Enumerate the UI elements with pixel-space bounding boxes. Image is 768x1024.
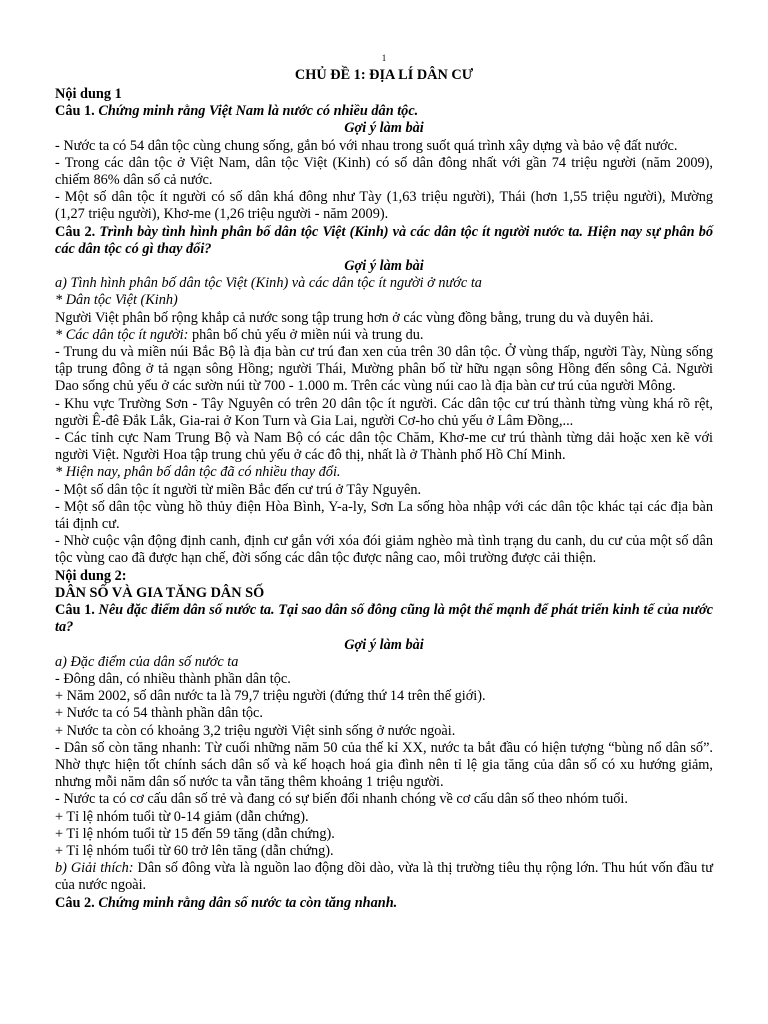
s2-para-6: - Nước ta có cơ cấu dân số trẻ và đang có sự biến đổi nhanh chóng về cơ cấu dân số theo nhóm tuổi. [55,791,628,808]
s2-para-3: + Nước ta có 54 thành phần dân tộc. [55,705,263,722]
s1-q2-para-6: - Nhờ cuộc vận động định canh, định cư gắn với xóa đói giảm nghèo mà tình trạng du canh, du cư của một số dân tộc vùng cao đã được hạn chế, đời sống các dân tộc được nâng cao, môi trường được cải thiện. [55,533,713,567]
s2-para-1: - Đông dân, có nhiều thành phần dân tộc. [55,670,291,687]
s1-q2-kinh-text: Người Việt phân bố rộng khắp cả nước song tập trung hơn ở các vùng đồng bằng, trung du và duyên hải. [55,309,654,326]
section1-heading: Nội dung 1 [55,86,122,102]
s2-para-8: + Tỉ lệ nhóm tuổi từ 15 đến 59 tăng (dẫn chứng). [55,825,335,842]
s1-question-1 [55,103,713,120]
s1-q2-label: Câu 2. [55,223,96,240]
s2-b-text: Dân số đông vừa là nguồn lao động dồi dào, vừa là thị trường tiêu thụ rộng lớn. Thu hút vốn đầu tư của nước ngoài. [55,860,713,894]
s1-q2-para-5: - Một số dân tộc vùng hồ thủy điện Hòa Bình, Y-a-ly, Sơn La sống hòa nhập với các dân tộc khác tại các địa bàn tái định cư. [55,498,713,533]
s2-part-a: a) Đặc điểm của dân số nước ta [55,653,239,670]
s2-q2-text: Chứng minh rằng dân số nước ta còn tăng nhanh. [98,894,398,911]
section2-subtitle: DÂN SỐ VÀ GIA TĂNG DÂN SỐ [55,584,265,601]
s1-q1-para-2: - Trong các dân tộc ở Việt Nam, dân tộc Việt (Kinh) có số dân đông nhất với gần 74 triệu người (năm 2009), chiếm 86% dân số cả nước. [55,154,713,189]
s2-para-7: + Tỉ lệ nhóm tuổi từ 0-14 giảm (dẫn chứng). [55,808,309,825]
s1-q2-minor [55,327,713,344]
s1-q2-minor-text: phân bố chủ yếu ở miền núi và trung du. [188,326,424,343]
s1-q2-hint: Gợi ý làm bài [344,258,424,275]
s1-q1-text: Chứng minh rằng Việt Nam là nước có nhiều dân tộc. [98,103,419,120]
s1-q2-change-heading: * Hiện nay, phân bố dân tộc đã có nhiều thay đổi. [55,464,341,481]
page-number: 1 [381,53,387,63]
s2-question-2 [55,895,713,912]
s2-q1-hint: Gợi ý làm bài [344,636,424,653]
s1-q2-para-4: - Một số dân tộc ít người từ miền Bắc đến cư trú ở Tây Nguyên. [55,481,422,498]
s1-q2-kinh-heading: * Dân tộc Việt (Kinh) [55,292,178,309]
s1-question-2 [55,224,713,258]
s2-para-4: + Nước ta còn có khoảng 3,2 triệu người Việt sinh sống ở nước ngoài. [55,722,456,739]
s1-q2-text: Trình bày tình hình phân bố dân tộc Việt (Kinh) và các dân tộc ít người nước ta. Hiện nay sự phân bố các dân tộc có gì thay đổi? [55,223,713,257]
s2-q2-label: Câu 2. [55,894,95,911]
s1-q2-para-1: - Trung du và miền núi Bắc Bộ là địa bàn cư trú đan xen của trên 30 dân tộc. Ở vùng thấp, người Tày, Nùng sống tập trung đông ở tả ngạn sông Hồng; người Thái, Mường phân bố từ hữu ngạn sông Hồng đến sông Cả. Người Dao sống chủ yếu ở các sườn núi từ 700 - 1.000 m. Trên các vùng núi cao là địa bàn cư trú của người Mông. [55,344,713,395]
s2-q1-label: Câu 1. [55,602,95,619]
s2-b-label: b) Giải thích: [55,860,134,877]
s2-q1-text: Nêu đặc điểm dân số nước ta. Tại sao dân số đông cũng là một thế mạnh để phát triển kinh tế của nước ta? [55,602,713,636]
s1-q1-hint: Gợi ý làm bài [344,120,424,137]
s1-q2-minor-label: * Các dân tộc ít người: [55,326,189,343]
s1-q2-para-3: - Các tỉnh cực Nam Trung Bộ và Nam Bộ có các dân tộc Chăm, Khơ-me cư trú thành từng dải hoặc xen kẽ với người Việt. Người Hoa tập trung chủ yếu ở các đô thị, nhất là ở Thành phố Hồ Chí Minh. [55,430,713,464]
s2-part-b [55,860,713,894]
section2-heading: Nội dung 2: [55,567,127,584]
s2-para-9: + Tỉ lệ nhóm tuổi từ 60 trở lên tăng (dẫn chứng). [55,842,334,859]
s2-para-5: - Dân số còn tăng nhanh: Từ cuối những năm 50 của thế kỉ XX, nước ta bắt đầu có hiện tượng “bùng nổ dân số”. Nhờ thực hiện tốt chính sách dân số và kế hoạch hoá gia đình nên tỉ lệ gia tăng của dân số có xu hướng giảm, nhưng mỗi năm dân số nước ta vẫn tăng thêm khoảng 1 triệu người. [55,739,713,791]
s2-para-2: + Năm 2002, số dân nước ta là 79,7 triệu người (đứng thứ 14 trên thế giới). [55,688,486,705]
s1-q1-para-1: - Nước ta có 54 dân tộc cùng chung sống, gắn bó với nhau trong suốt quá trình xây dựng và bảo vệ đất nước. [55,137,678,154]
s1-q1-label: Câu 1. [55,103,95,120]
s1-q2-para-2: - Khu vực Trường Sơn - Tây Nguyên có trên 20 dân tộc ít người. Các dân tộc cư trú thành từng vùng khá rõ rệt, người Ê-đê Đắk Lắk, Gia-rai ở Kon Turn và Gia Lai, người Cơ-ho chủ yếu ở Lâm Đồng,... [55,395,713,429]
s2-question-1 [55,602,713,636]
page-title: CHỦ ĐỀ 1: ĐỊA LÍ DÂN CƯ [294,67,474,83]
s1-q1-para-3: - Một số dân tộc ít người có số dân khá đông như Tày (1,63 triệu người), Thái (hơn 1,55 triệu người), Mường (1,27 triệu người), Khơ-me (1,26 triệu người - năm 2009). [55,189,713,223]
s1-q2-part-a: a) Tình hình phân bố dân tộc Việt (Kinh) và các dân tộc ít người ở nước ta [55,275,482,292]
